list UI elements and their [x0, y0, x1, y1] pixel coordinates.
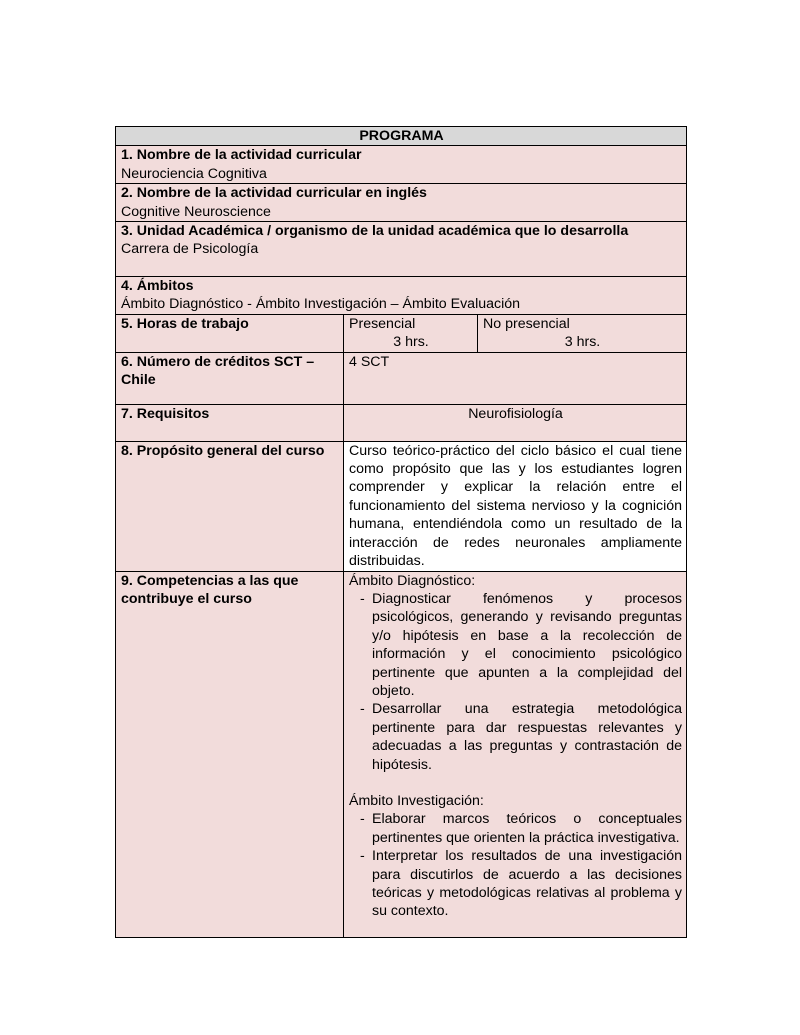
- programa-table: [115, 126, 687, 938]
- competencia-item: - Interpretar los resultados de una investigación para discutirlos de acuerdo a las decisiones teóricas y metodológicas relativas al problema y su contexto.: [360, 848, 683, 920]
- row-label: 8. Propósito general del curso: [121, 442, 325, 459]
- row-label: 7. Requisitos: [121, 405, 210, 422]
- row-value: Neurociencia Cognitiva: [121, 165, 267, 182]
- row-label: 6. Número de créditos SCT – Chile: [121, 353, 315, 389]
- row-value: Carrera de Psicología: [121, 241, 259, 258]
- row-creditos-label: [116, 352, 344, 404]
- competencia-item: - Diagnosticar fenómenos y procesos psicológicos, generando y revisando preguntas y/o hipótesis en base a la recolección de información y el conocimiento psicológico pertinente que apunten a la complejidad del objeto.: [360, 590, 683, 699]
- row-label: 4. Ámbitos: [121, 278, 194, 295]
- row-horas-label: [116, 314, 344, 352]
- horas-presencial: [344, 314, 478, 352]
- row-value: Cognitive Neuroscience: [121, 203, 271, 220]
- horas-no-presencial: [478, 314, 687, 352]
- row-proposito-value: Curso teórico-práctico del ciclo básico el cual tiene como propósito que las y los estudiantes logren comprender y explicar la relación entre el funcionamiento del sistema nervioso y la cognición humana, entendiéndola como un resultado de la interacción de redes neuronales ampliamente distribuidas.: [344, 441, 687, 571]
- competencia-item: - Elaborar marcos teóricos o conceptuales pertinentes que orienten la práctica investigativa.: [360, 811, 683, 846]
- row-label: 5. Horas de trabajo: [121, 315, 249, 332]
- row-proposito-label: [116, 441, 344, 571]
- row-label: 9. Competencias a las que contribuye el curso: [121, 572, 299, 607]
- row-competencias-value: [344, 571, 687, 937]
- row-nombre: [116, 146, 687, 184]
- row-requisitos-value: Neurofisiología: [344, 404, 687, 441]
- competencia-group-title: Ámbito Investigación:: [349, 792, 484, 809]
- presencial-label: Presencial: [349, 315, 416, 332]
- row-unidad: [116, 222, 687, 277]
- competencia-list: [349, 810, 682, 920]
- competencia-list: [349, 590, 682, 774]
- competencia-item: - Desarrollar una estrategia metodológica pertinente para dar respuestas relevantes y adecuadas a las preguntas y contrastación de hipótesis.: [360, 701, 683, 773]
- row-label: 2. Nombre de la actividad curricular en inglés: [121, 185, 427, 202]
- row-label: 3. Unidad Académica / organismo de la unidad académica que lo desarrolla: [121, 223, 629, 240]
- row-label: 1. Nombre de la actividad curricular: [121, 147, 362, 164]
- no-presencial-label: No presencial: [483, 315, 570, 332]
- row-competencias-label: [116, 571, 344, 937]
- table-header: PROGRAMA: [116, 127, 687, 146]
- row-ambitos: [116, 277, 687, 315]
- competencia-group-title: Ámbito Diagnóstico:: [349, 572, 476, 589]
- row-requisitos-label: [116, 404, 344, 441]
- no-presencial-value: 3 hrs.: [564, 334, 601, 351]
- presencial-value: 3 hrs.: [393, 334, 429, 351]
- row-value: Ámbito Diagnóstico - Ámbito Investigación – Ámbito Evaluación: [121, 296, 521, 313]
- row-nombre-ingles: [116, 184, 687, 222]
- row-creditos-value: 4 SCT: [344, 352, 687, 404]
